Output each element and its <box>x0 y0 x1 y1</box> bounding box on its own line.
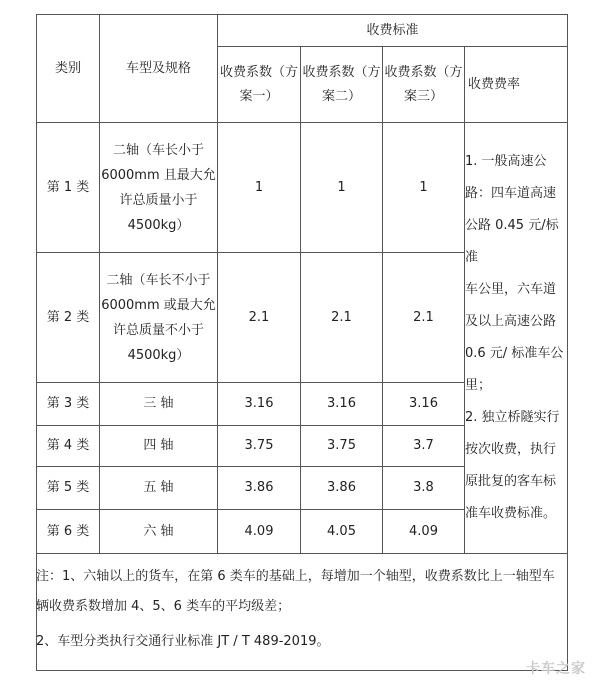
header-model-spec-text: 车型及规格 <box>125 60 191 76</box>
row6-coef1 <box>218 510 300 553</box>
row3-category <box>37 383 99 425</box>
table-border-right <box>567 14 568 671</box>
fee-rate-line: 原批复的客车标 <box>465 474 557 489</box>
header-fee-standard <box>218 15 567 46</box>
header-coef-plan3-line1: 收费系数（方 <box>384 64 463 80</box>
header-coef-plan1-line1: 收费系数（方 <box>219 64 298 80</box>
row4-coef1-text: 3.75 <box>244 438 274 453</box>
header-model-spec <box>100 15 217 122</box>
row4-category-text: 第 4 类 <box>46 438 90 453</box>
row1-coef2 <box>301 123 382 252</box>
fee-rate-line: 0.6 元/ 标准车公 <box>465 346 564 361</box>
header-category-text: 类别 <box>54 60 81 76</box>
fee-rate-line: 及以上高速公路 <box>465 314 557 329</box>
header-coef-plan2-line2: 案二） <box>321 88 361 104</box>
row2-coef1-text: 2.1 <box>248 309 270 325</box>
row5-spec-text: 五 轴 <box>143 480 174 495</box>
table-divider-body-end <box>36 553 567 554</box>
header-coef-plan2 <box>301 47 382 122</box>
row3-spec-text: 三 轴 <box>143 396 174 411</box>
row6-spec-text: 六 轴 <box>143 523 174 539</box>
table-border-bottom <box>36 670 567 671</box>
row6-coef3 <box>383 510 464 553</box>
row5-coef1 <box>218 467 300 509</box>
row2-coef2 <box>301 253 382 382</box>
header-coef-plan3 <box>383 47 464 122</box>
header-fee-rate-text: 收费费率 <box>468 76 521 92</box>
row3-coef3-text: 3.16 <box>409 396 438 411</box>
row1-category <box>37 123 99 252</box>
header-category <box>37 15 99 122</box>
row1-coef1 <box>218 123 300 252</box>
row6-coef2 <box>301 510 382 553</box>
fee-rate-line: 里； <box>465 378 492 393</box>
row4-coef2-text: 3.75 <box>327 438 356 453</box>
row4-coef2 <box>301 426 382 466</box>
row2-coef3-text: 2.1 <box>413 309 434 325</box>
header-fee-standard-text: 收费标准 <box>366 22 419 38</box>
watermark-logo: 卡车之家 <box>526 661 586 677</box>
row5-coef2-text: 3.86 <box>327 480 356 495</box>
row4-coef1 <box>218 426 300 466</box>
fee-rate-line: 按次收费，执行 <box>465 442 557 457</box>
fee-rate-line: 2. 独立桥隧实行 <box>465 410 560 425</box>
row1-spec-line: 4500kg） <box>127 217 190 233</box>
row2-coef1 <box>218 253 300 382</box>
row3-category-text: 第 3 类 <box>46 396 90 411</box>
row2-spec-line: 二轴（车长不小于 <box>106 272 211 288</box>
row2-spec-line: 4500kg） <box>127 347 190 363</box>
row6-coef3-text: 4.09 <box>409 523 438 539</box>
row5-coef1-text: 3.86 <box>244 480 274 495</box>
row6-category-text: 第 6 类 <box>46 523 90 539</box>
fee-rate-line: 公路 0.45 元/标准 <box>465 218 559 265</box>
row1-spec-line: 许总质量小于 <box>119 192 198 208</box>
row2-category-text: 第 2 类 <box>46 309 90 325</box>
row5-spec <box>100 467 217 509</box>
row2-coef3 <box>383 253 464 382</box>
note-line-1: 注：1、六轴以上的货车，在第 6 类车的基础上，每增加一个轴型，收费系数比上一轴型车 <box>36 569 555 584</box>
row1-category-text: 第 1 类 <box>46 179 90 195</box>
fee-rate-line: 路：四车道高速 <box>465 186 557 201</box>
row3-coef1-text: 3.16 <box>244 396 274 411</box>
row2-coef2-text: 2.1 <box>331 309 352 325</box>
row5-category <box>37 467 99 509</box>
header-coef-plan1-line2: 案一） <box>239 88 279 104</box>
row1-coef2-text: 1 <box>337 179 346 195</box>
row1-spec <box>100 123 217 252</box>
fee-rate-line: 车公里，六车道 <box>465 282 557 297</box>
header-coef-plan1 <box>218 47 300 122</box>
row1-coef3 <box>383 123 464 252</box>
header-coef-plan2-line1: 收费系数（方 <box>302 64 381 80</box>
header-coef-plan3-line2: 案三） <box>403 88 443 104</box>
row6-coef2-text: 4.05 <box>327 523 356 539</box>
note-line-3: 2、车型分类执行交通行业标准 JT / T 489-2019。 <box>36 634 330 649</box>
row4-coef3-text: 3.7 <box>413 438 434 453</box>
fee-rate-description <box>465 123 567 553</box>
row2-spec <box>100 253 217 382</box>
row1-spec-line: 6000mm 且最大允 <box>101 167 216 183</box>
row3-coef3 <box>383 383 464 425</box>
row2-spec-line: 许总质量不小于 <box>112 322 204 338</box>
row1-coef1-text: 1 <box>254 179 264 195</box>
row4-coef3 <box>383 426 464 466</box>
row3-coef2-text: 3.16 <box>327 396 356 411</box>
fee-rate-line: 1. 一般高速公 <box>465 154 547 169</box>
row5-coef2 <box>301 467 382 509</box>
row6-coef1-text: 4.09 <box>244 523 274 539</box>
row5-coef3 <box>383 467 464 509</box>
row5-coef3-text: 3.8 <box>413 480 434 495</box>
row6-spec <box>100 510 217 553</box>
row1-coef3-text: 1 <box>419 179 428 195</box>
header-fee-rate <box>468 47 567 122</box>
fee-rate-line: 准车收费标准。 <box>465 506 557 521</box>
note-line-2: 辆收费系数增加 4、5、6 类车的平均级差； <box>36 599 291 614</box>
row4-spec-text: 四 轴 <box>143 438 174 453</box>
row4-spec <box>100 426 217 466</box>
row5-category-text: 第 5 类 <box>46 480 90 495</box>
row1-spec-line: 二轴（车长小于 <box>112 142 204 158</box>
row6-category <box>37 510 99 553</box>
row2-spec-line: 6000mm 或最大允 <box>101 297 216 313</box>
row3-spec <box>100 383 217 425</box>
row4-category <box>37 426 99 466</box>
row3-coef1 <box>218 383 300 425</box>
row2-category <box>37 253 99 382</box>
row3-coef2 <box>301 383 382 425</box>
